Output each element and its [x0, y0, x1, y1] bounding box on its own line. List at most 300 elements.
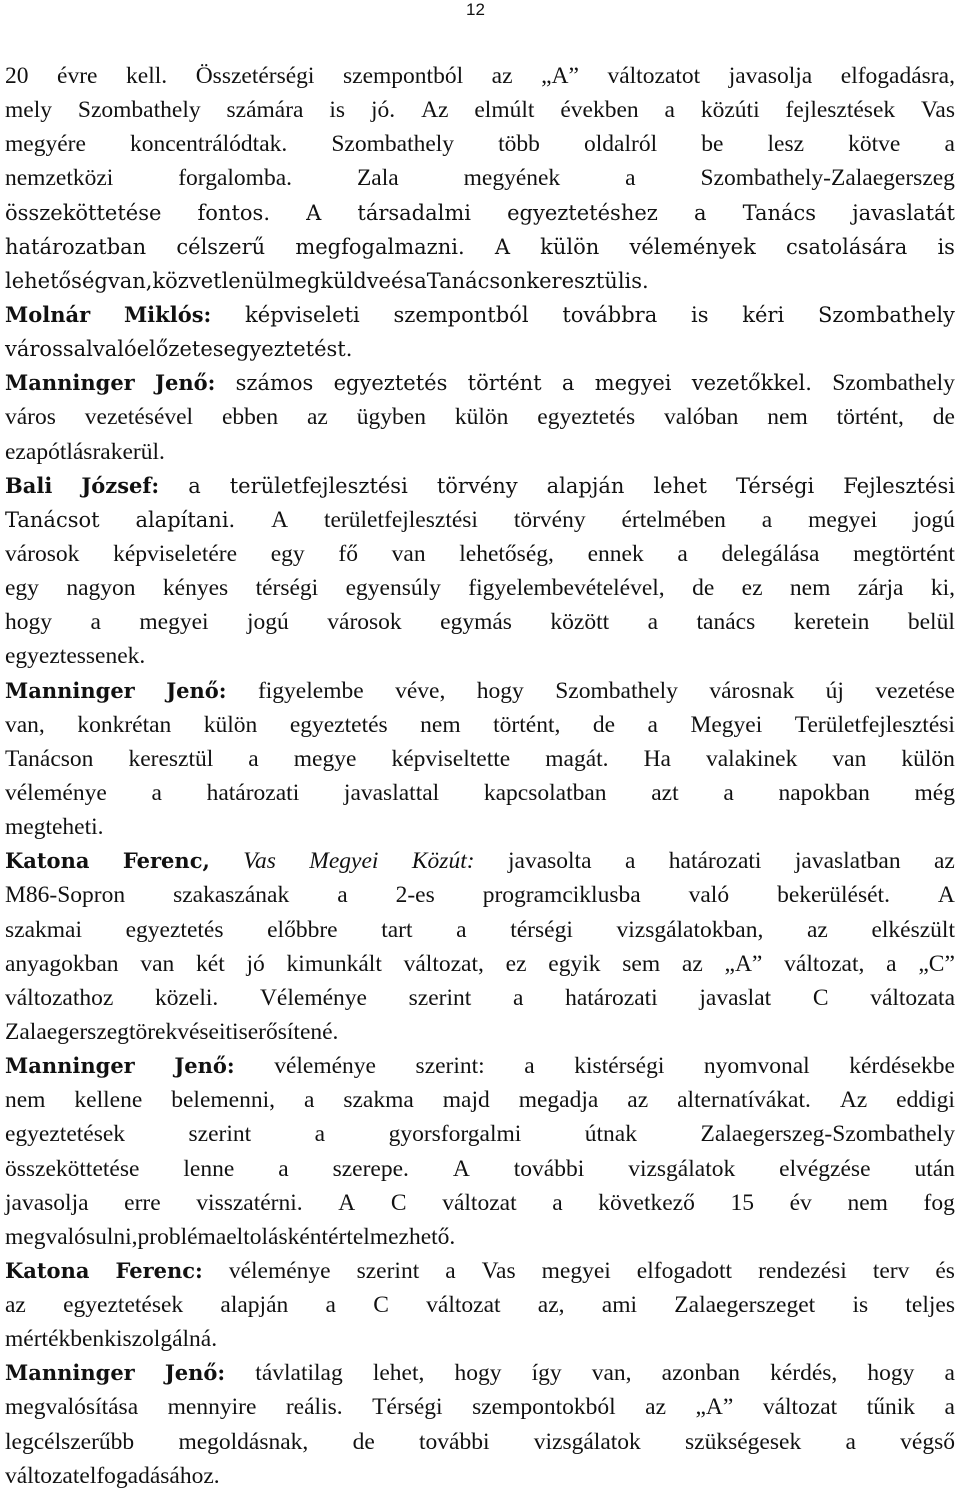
- word: tűnik: [866, 1394, 916, 1421]
- word: hogy: [476, 677, 524, 704]
- word: keresztül: [526, 268, 625, 293]
- word: a: [761, 506, 773, 533]
- word: keresztül: [128, 745, 214, 772]
- text-line: [5, 298, 955, 332]
- word: várossal: [5, 337, 93, 362]
- word: van: [140, 950, 175, 977]
- word: közúti: [700, 97, 760, 124]
- word: városnak: [709, 677, 795, 704]
- word: Az: [839, 1087, 868, 1114]
- word: ez: [741, 575, 763, 602]
- text-line: [5, 776, 955, 810]
- word: problémaeltolásként: [137, 1223, 329, 1250]
- word: a: [944, 1360, 955, 1387]
- word: összeköttetése: [5, 200, 162, 225]
- word: történt,: [493, 711, 561, 738]
- word: Összetérségi: [195, 63, 315, 89]
- word: megyei: [541, 1257, 611, 1284]
- word: útnak: [584, 1121, 637, 1148]
- word: a: [248, 745, 259, 772]
- word: javasolja: [728, 63, 813, 89]
- word: megyei: [139, 609, 209, 636]
- word: megye: [293, 745, 357, 772]
- document-body: [5, 59, 955, 1493]
- text-line: [5, 59, 955, 93]
- word: város: [5, 404, 56, 431]
- word: mennyire: [167, 1394, 257, 1421]
- word: fő: [338, 540, 358, 567]
- word: egy: [270, 540, 305, 567]
- word: a: [278, 1155, 289, 1182]
- text-line: [5, 435, 955, 469]
- word: vezetőkkel.: [691, 371, 812, 396]
- word: megfogalmazni.: [295, 234, 465, 259]
- organization-word: Vas: [243, 848, 276, 875]
- word: távlatilag: [255, 1360, 343, 1387]
- word: változathoz: [5, 984, 114, 1011]
- word: külön: [901, 745, 955, 772]
- word: számos: [235, 371, 314, 396]
- word: belemenni,: [171, 1087, 275, 1114]
- word: és: [390, 268, 415, 293]
- word: kapcsolatban: [483, 779, 607, 806]
- word: szakmai: [5, 916, 82, 943]
- text-line: [5, 742, 955, 776]
- speaker-name-word: Jenő:: [164, 1360, 226, 1386]
- word: Szombathely: [832, 370, 955, 397]
- word: fontos.: [197, 200, 271, 225]
- word: két: [196, 950, 225, 977]
- word: területfejlesztési: [323, 506, 478, 533]
- word: magát.: [545, 745, 609, 772]
- text-line: [5, 230, 955, 264]
- word: zárja: [857, 575, 904, 602]
- word: a: [624, 848, 636, 875]
- word: szempontokból: [472, 1394, 616, 1421]
- word: hogy: [5, 609, 52, 636]
- text-line: [5, 1117, 955, 1151]
- text-line: [5, 913, 955, 947]
- word: törvény: [513, 506, 586, 533]
- word: egyik: [548, 950, 601, 977]
- word: programciklusba: [482, 882, 641, 909]
- word: megküldve: [274, 268, 391, 293]
- word: erősítené.: [247, 1018, 339, 1045]
- word: terv: [872, 1257, 910, 1284]
- word: egyeztetés: [537, 404, 636, 431]
- word: javaslat: [699, 984, 772, 1011]
- word: szakaszának: [173, 882, 290, 909]
- word: C: [812, 984, 829, 1011]
- word: Zalaegerszeg: [5, 1018, 129, 1045]
- word: is: [232, 1018, 248, 1045]
- word: kérdés,: [770, 1360, 838, 1387]
- word: konkrétan: [77, 711, 172, 738]
- word: az: [806, 916, 828, 943]
- text-line: [5, 1220, 955, 1254]
- word: a: [151, 779, 162, 806]
- word: be: [701, 131, 724, 158]
- word: elkészült: [871, 916, 955, 943]
- word: van,: [591, 1360, 632, 1387]
- word: de: [692, 575, 715, 602]
- word: vezetésével: [84, 404, 194, 431]
- word: fejlesztések: [785, 97, 896, 124]
- text-line: [5, 264, 955, 298]
- word: következő: [598, 1189, 695, 1216]
- organization-word: Közút:: [411, 848, 475, 875]
- word: A: [271, 506, 289, 533]
- word: figyelembevételével,: [468, 575, 665, 602]
- word: alapítani.: [135, 507, 236, 532]
- word: a: [303, 1087, 315, 1114]
- word: vezetése: [875, 677, 955, 704]
- word: nemzetközi: [5, 165, 114, 192]
- word: egyeztetések: [5, 1121, 126, 1148]
- word: pótlásra: [36, 438, 111, 465]
- word: ez: [5, 438, 26, 465]
- word: lehet: [653, 473, 707, 498]
- word: A: [494, 234, 510, 259]
- word: hogy: [867, 1360, 915, 1387]
- word: Szombathely: [817, 302, 955, 327]
- word: után: [914, 1155, 955, 1182]
- word: véleménye: [5, 779, 107, 806]
- word: tanács: [696, 609, 756, 636]
- word: az: [681, 950, 703, 977]
- word: bekerülését.: [777, 882, 890, 909]
- word: a: [512, 984, 524, 1011]
- word: véleménye: [228, 1257, 331, 1284]
- word: tart: [381, 916, 413, 943]
- word: kellene: [74, 1087, 143, 1114]
- word: a: [845, 1428, 856, 1455]
- word: a: [337, 882, 348, 909]
- text-line: [5, 674, 955, 708]
- speaker-name-word: Katona: [5, 1257, 90, 1283]
- word: a: [664, 97, 675, 124]
- word: között: [550, 609, 610, 636]
- text-line: [5, 1152, 955, 1186]
- word: a: [723, 779, 734, 806]
- word: kerül.: [110, 438, 165, 465]
- word: a: [456, 916, 467, 943]
- word: célszerű: [176, 234, 266, 259]
- word: szükségesek: [685, 1428, 802, 1455]
- text-line: [5, 947, 955, 981]
- word: törekvéseit: [128, 1018, 233, 1045]
- word: Fejlesztési: [843, 473, 955, 498]
- word: Vas: [921, 97, 955, 124]
- word: Tanácsot: [5, 507, 100, 532]
- word: szakma: [343, 1087, 414, 1114]
- word: változat: [426, 1292, 501, 1319]
- word: változat: [442, 1189, 517, 1216]
- word: Zalaegerszeget: [674, 1292, 816, 1319]
- word: külön: [454, 404, 509, 431]
- word: Véleménye: [259, 984, 367, 1011]
- speaker-name-word: Manninger: [5, 1053, 135, 1079]
- text-line: [5, 708, 955, 742]
- word: további: [419, 1428, 490, 1455]
- word: valakinek: [706, 745, 798, 772]
- word: elmúlt: [474, 97, 535, 124]
- word: ügyben: [356, 404, 426, 431]
- word: mértékben: [5, 1326, 105, 1353]
- word: a: [944, 1394, 955, 1421]
- word: 2-es: [395, 882, 435, 909]
- word: a: [944, 131, 955, 158]
- speaker-name-word: Ferenc,: [122, 848, 210, 874]
- word: teljes: [905, 1292, 955, 1319]
- word: lenne: [183, 1155, 235, 1182]
- word: javaslatban: [794, 848, 901, 875]
- word: megyére: [5, 131, 86, 158]
- word: Megyei: [690, 711, 763, 738]
- speaker-name-word: Jenő:: [166, 677, 227, 703]
- word: reális.: [285, 1394, 343, 1421]
- word: a: [561, 371, 575, 396]
- word: fog: [923, 1189, 955, 1216]
- word: képviseletére: [113, 540, 238, 567]
- word: megadja: [518, 1087, 599, 1114]
- word: legcélszerűbb: [5, 1428, 135, 1455]
- word: kiszolgálná.: [104, 1326, 218, 1353]
- word: egyeztetés: [333, 371, 448, 396]
- word: ez: [505, 950, 527, 977]
- word: javasolja: [5, 1189, 89, 1216]
- word: Térségi: [372, 1394, 443, 1421]
- word: rendezési: [758, 1257, 847, 1284]
- word: a: [524, 1053, 535, 1080]
- page-number: 12: [466, 0, 485, 19]
- word: anyagokban: [5, 950, 119, 977]
- organization-word: Megyei: [309, 848, 379, 875]
- word: elfogadásához.: [79, 1462, 220, 1489]
- text-line: [5, 469, 955, 503]
- word: a: [647, 609, 659, 636]
- word: erre: [124, 1189, 161, 1216]
- word: van,: [107, 268, 153, 293]
- word: ebben: [221, 404, 279, 431]
- word: elfogadásra,: [840, 63, 955, 89]
- word: „A”: [724, 950, 763, 977]
- speaker-name-word: Manninger: [5, 677, 135, 703]
- word: nem: [847, 1189, 888, 1216]
- text-line: [5, 878, 955, 912]
- word: nem: [420, 711, 461, 738]
- word: a: [647, 711, 658, 738]
- word: alapján: [220, 1292, 289, 1319]
- word: előzetes: [136, 337, 224, 362]
- word: számára: [226, 97, 304, 124]
- word: megtörtént: [853, 540, 955, 567]
- word: vélemények: [629, 234, 756, 259]
- word: „C”: [918, 950, 955, 977]
- word: de: [592, 711, 616, 738]
- word: azonban: [661, 1360, 740, 1387]
- word: forgalomba.: [178, 165, 293, 192]
- word: városok: [5, 540, 80, 567]
- text-line: [5, 1049, 955, 1083]
- word: városok: [327, 609, 402, 636]
- word: a: [90, 609, 101, 636]
- word: a: [693, 200, 707, 225]
- word: a: [414, 268, 427, 293]
- word: A: [338, 1189, 356, 1216]
- word: Szombathely: [331, 131, 455, 158]
- word: kérdésekbe: [849, 1053, 955, 1080]
- word: térségi: [510, 916, 573, 943]
- word: gyorsforgalmi: [388, 1121, 522, 1148]
- text-line: [5, 1254, 955, 1288]
- word: években: [560, 97, 639, 124]
- speaker-name-word: Manninger: [5, 370, 135, 396]
- word: megyei: [808, 506, 878, 533]
- word: nyomvonal: [703, 1053, 810, 1080]
- word: területfejlesztési: [229, 473, 408, 498]
- word: képviseltette: [391, 745, 511, 772]
- text-line: [5, 605, 955, 639]
- word: lehetőség,: [459, 540, 554, 567]
- word: ami: [601, 1292, 638, 1319]
- word: megyei: [594, 371, 672, 396]
- word: továbbra: [562, 302, 658, 327]
- word: ennek: [587, 540, 644, 567]
- word: szerint: [408, 984, 472, 1011]
- text-line: [5, 1288, 955, 1322]
- text-line: [5, 1015, 955, 1049]
- word: így: [531, 1360, 562, 1387]
- word: elvégzése: [779, 1155, 871, 1182]
- word: változat: [5, 1462, 80, 1489]
- word: a: [625, 165, 636, 192]
- text-line: [5, 93, 955, 127]
- word: történt: [467, 371, 542, 396]
- word: kötve: [848, 131, 901, 158]
- word: a: [25, 438, 37, 465]
- word: Szombathely: [555, 677, 678, 704]
- word: hogy: [454, 1360, 502, 1387]
- text-line: [5, 332, 955, 366]
- word: de: [352, 1428, 375, 1455]
- word: változat,: [784, 950, 865, 977]
- word: „A”: [695, 1394, 734, 1421]
- word: nem: [767, 404, 808, 431]
- word: egyeztetést.: [223, 337, 353, 362]
- word: határozati: [668, 848, 762, 875]
- word: jó: [246, 950, 265, 977]
- word: új: [825, 677, 844, 704]
- text-line: [5, 571, 955, 605]
- word: „A”: [541, 63, 579, 89]
- word: egymás: [440, 609, 512, 636]
- word: napokban: [778, 779, 870, 806]
- text-line: [5, 1425, 955, 1459]
- word: sem: [622, 950, 661, 977]
- word: alapján: [546, 473, 625, 498]
- word: A: [452, 1155, 470, 1182]
- word: szerint: [356, 1257, 420, 1284]
- word: Tanácson: [426, 268, 527, 293]
- word: is: [852, 1292, 869, 1319]
- speaker-name-word: Molnár: [5, 301, 91, 327]
- word: koncentrálódtak.: [130, 131, 288, 158]
- word: Ha: [643, 745, 671, 772]
- text-line: [5, 639, 955, 673]
- word: az: [5, 1292, 26, 1319]
- word: jogú: [913, 506, 955, 533]
- word: szempontból: [393, 302, 529, 327]
- word: A: [306, 200, 322, 225]
- text-line: [5, 161, 955, 195]
- word: a: [188, 473, 201, 498]
- word: év: [789, 1189, 812, 1216]
- speaker-name-word: Katona: [5, 848, 90, 874]
- word: és: [935, 1257, 955, 1284]
- word: jogú: [247, 609, 289, 636]
- word: változat,: [403, 950, 484, 977]
- word: de: [932, 404, 955, 431]
- word: értelmében: [621, 506, 726, 533]
- text-line: [5, 503, 955, 537]
- word: előbbre: [267, 916, 338, 943]
- word: megvalósulni,: [5, 1223, 138, 1250]
- word: 15: [730, 1189, 754, 1216]
- word: megoldásnak,: [178, 1428, 309, 1455]
- word: megyének: [463, 165, 561, 192]
- word: változatot: [607, 63, 701, 89]
- word: nem: [789, 575, 831, 602]
- word: az: [491, 63, 513, 89]
- word: van: [391, 540, 426, 567]
- word: közvetlenül: [152, 268, 275, 293]
- text-line: [5, 196, 955, 230]
- word: is.: [624, 268, 649, 293]
- word: M86-Sopron: [5, 882, 126, 909]
- word: Szombathely-Zalaegerszeg: [700, 165, 955, 192]
- word: a: [677, 540, 688, 567]
- word: valóban: [664, 404, 739, 431]
- word: vizsgálatok: [628, 1155, 736, 1182]
- word: változat: [762, 1394, 838, 1421]
- text-line: [5, 981, 955, 1015]
- word: értelmezhető.: [328, 1223, 456, 1250]
- word: egy: [5, 575, 39, 602]
- word: Zalaegerszeg-Szombathely: [700, 1121, 955, 1148]
- speaker-name-word: Manninger: [5, 1360, 135, 1386]
- word: egyeztetés: [125, 916, 224, 943]
- word: az: [307, 404, 328, 431]
- word: megteheti.: [5, 814, 104, 841]
- speaker-name-word: Jenő:: [174, 1053, 235, 1079]
- word: képviseleti: [245, 302, 360, 327]
- word: egyeztetés: [289, 711, 388, 738]
- word: külön: [540, 234, 600, 259]
- word: szerint: [188, 1121, 252, 1148]
- word: nem: [5, 1087, 46, 1114]
- word: Területfejlesztési: [794, 711, 955, 738]
- word: társadalmi: [357, 200, 471, 225]
- word: a: [314, 1121, 326, 1148]
- word: delegálása: [721, 540, 820, 567]
- word: 20: [5, 63, 29, 89]
- word: végső: [900, 1428, 955, 1455]
- word: vizsgálatok: [533, 1428, 641, 1455]
- word: közeli.: [154, 984, 219, 1011]
- speaker-name-word: Ferenc:: [115, 1257, 203, 1283]
- word: kistérségi: [574, 1053, 665, 1080]
